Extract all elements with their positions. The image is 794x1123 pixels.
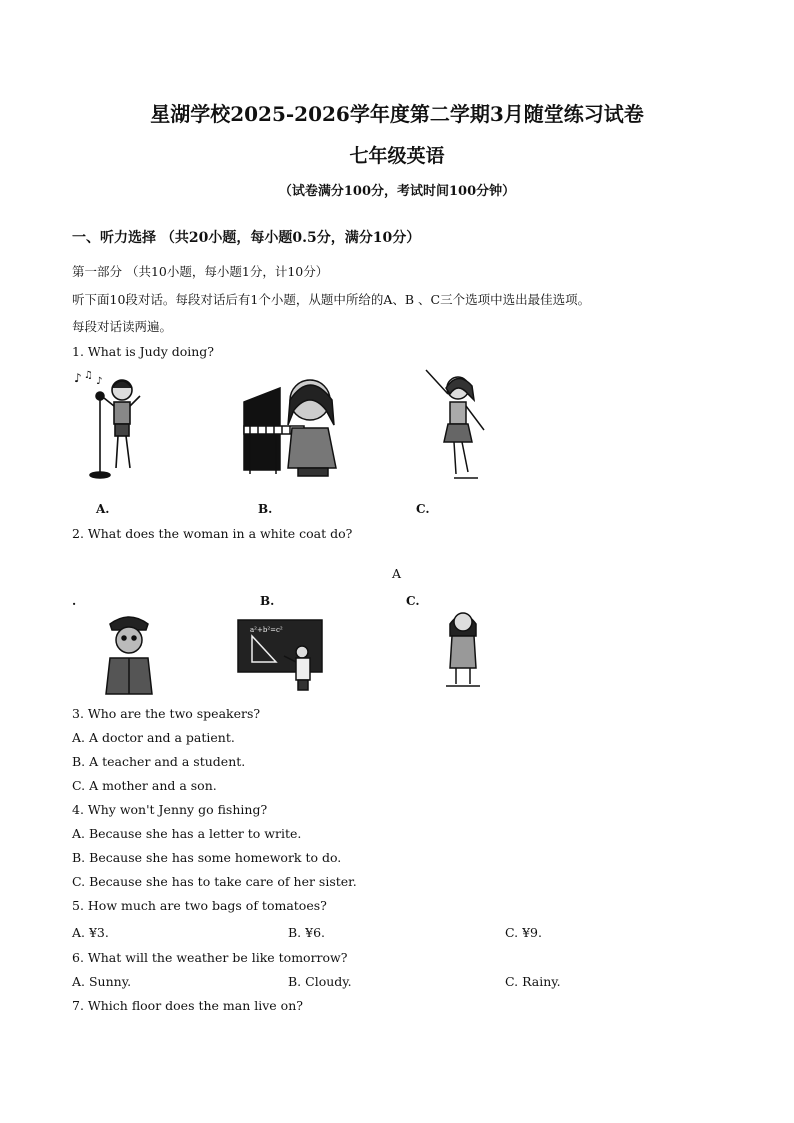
q1-label-a: A.	[96, 502, 110, 516]
singing-girl-image	[72, 368, 162, 483]
q2-label-a: .	[72, 594, 77, 608]
q5-option-c: C. ¥9.	[505, 925, 542, 940]
q3-option-c: C. A mother and a son.	[72, 778, 217, 793]
exam-title: 星湖学校2025-2026学年度第二学期3月随堂练习试卷	[150, 102, 644, 126]
dancing-girl-image	[418, 366, 498, 486]
svg-text:♪: ♪	[74, 371, 82, 385]
q6-option-b: B. Cloudy.	[288, 974, 352, 989]
q3-option-b: B. A teacher and a student.	[72, 754, 246, 769]
question-5: 5. How much are two bags of tomatoes?	[72, 898, 327, 913]
section-heading: 一、听力选择 （共20小题，每小题0.5分，满分10分）	[72, 230, 421, 246]
q3-option-a: A. A doctor and a patient.	[72, 730, 235, 745]
piano-girl-image	[240, 370, 340, 480]
q2-label-c: C.	[406, 594, 420, 608]
instruction-2: 每段对话读两遍。	[72, 319, 173, 334]
q2-stray-letter: A	[392, 566, 402, 581]
q4-option-c: C. Because she has to take care of her sister.	[72, 874, 357, 889]
question-3: 3. Who are the two speakers?	[72, 706, 261, 721]
question-2: 2. What does the woman in a white coat do?	[72, 526, 353, 541]
q6-option-c: C. Rainy.	[505, 974, 561, 989]
police-officer-image	[102, 610, 156, 696]
svg-text:♫: ♫	[84, 370, 93, 381]
q1-label-c: C.	[416, 502, 430, 516]
q5-option-b: B. ¥6.	[288, 925, 326, 940]
question-1: 1. What is Judy doing?	[72, 344, 215, 359]
question-4: 4. Why won't Jenny go fishing?	[72, 802, 268, 817]
part-heading: 第一部分 （共10小题，每小题1分，计10分）	[72, 264, 329, 279]
question-6: 6. What will the weather be like tomorrow?	[72, 950, 348, 965]
q4-option-b: B. Because she has some homework to do.	[72, 850, 342, 865]
q4-option-a: A. Because she has a letter to write.	[72, 826, 302, 841]
q5-option-a: A. ¥3.	[72, 925, 109, 940]
woman-figure-image	[442, 606, 484, 688]
exam-subtitle: 七年级英语	[349, 145, 445, 167]
question-7: 7. Which floor does the man live on?	[72, 998, 303, 1013]
exam-note: （试卷满分100分，考试时间100分钟）	[278, 184, 516, 199]
q6-option-a: A. Sunny.	[72, 974, 132, 989]
q1-label-b: B.	[258, 502, 273, 516]
instruction-1: 听下面10段对话。每段对话后有1个小题，从题中所给的A、B 、C三个选项中选出最佳选项。	[72, 292, 591, 307]
svg-text:♪: ♪	[96, 376, 103, 387]
svg-text:a²+b²=c²: a²+b²=c²	[250, 626, 283, 634]
teacher-at-blackboard-image	[236, 618, 326, 692]
q2-label-b: B.	[260, 594, 275, 608]
